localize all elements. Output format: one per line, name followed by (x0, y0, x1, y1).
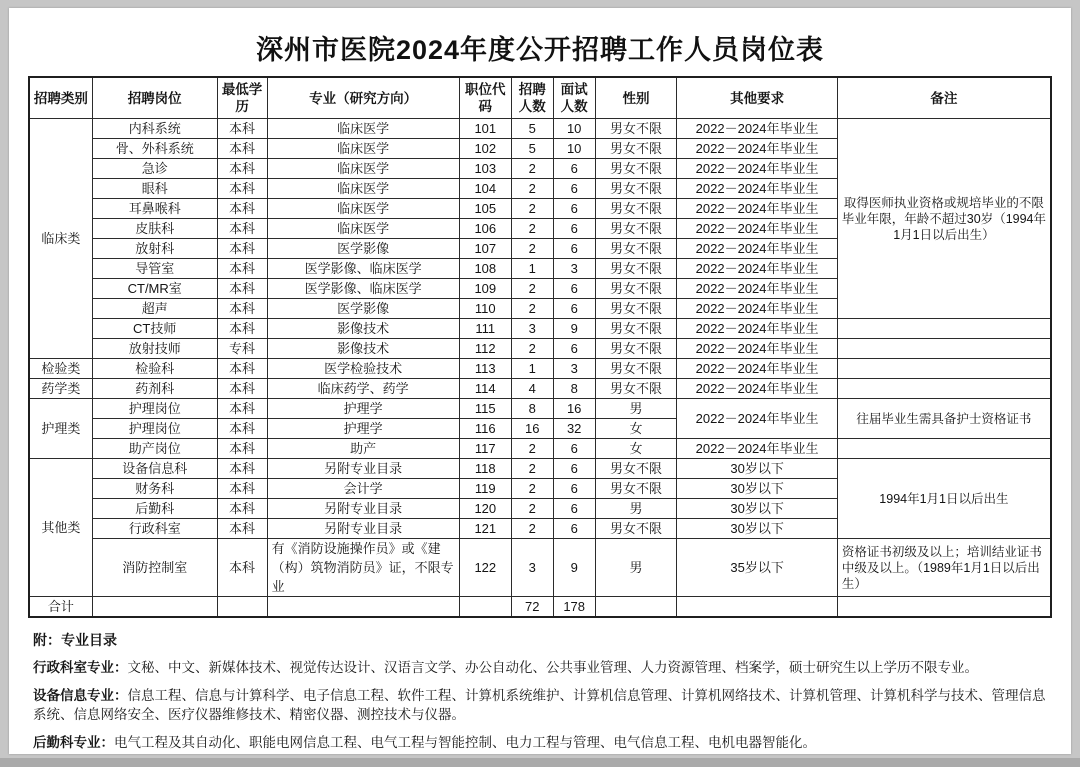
cell-recruits: 2 (511, 159, 553, 179)
table-head (29, 77, 1051, 119)
cell-code: 112 (459, 339, 511, 359)
cell-recruits: 2 (511, 279, 553, 299)
cell-position: 放射科 (92, 239, 217, 259)
cell-gender: 男女不限 (595, 319, 677, 339)
table-row (29, 459, 1051, 479)
column-header-recruits: 招聘人数 (511, 77, 553, 119)
cell-gender (595, 597, 677, 618)
table-row (29, 359, 1051, 379)
cell-major: 医学影像、临床医学 (267, 279, 459, 299)
cell-category: 护理类 (29, 399, 92, 459)
cell-education: 本科 (217, 199, 267, 219)
cell-education: 本科 (217, 219, 267, 239)
cell-code: 118 (459, 459, 511, 479)
cell-other: 2022－2024年毕业生 (677, 219, 837, 239)
cell-gender: 女 (595, 439, 677, 459)
cell-other: 30岁以下 (677, 479, 837, 499)
cell-recruits: 2 (511, 199, 553, 219)
cell-interview: 9 (553, 539, 595, 597)
cell-education: 本科 (217, 159, 267, 179)
cell-interview: 10 (553, 139, 595, 159)
cell-position: 放射技师 (92, 339, 217, 359)
cell-education: 本科 (217, 519, 267, 539)
cell-interview: 178 (553, 597, 595, 618)
cell-other: 2022－2024年毕业生 (677, 319, 837, 339)
cell-major (267, 597, 459, 618)
cell-code: 111 (459, 319, 511, 339)
cell-interview: 6 (553, 299, 595, 319)
cell-other: 30岁以下 (677, 459, 837, 479)
note-label: 后勤科专业： (33, 735, 114, 750)
cell-other: 2022－2024年毕业生 (677, 359, 837, 379)
cell-other: 30岁以下 (677, 499, 837, 519)
cell-code (459, 597, 511, 618)
cell-other: 2022－2024年毕业生 (677, 239, 837, 259)
cell-interview: 6 (553, 519, 595, 539)
table-body (29, 119, 1051, 618)
cell-other: 2022－2024年毕业生 (677, 139, 837, 159)
cell-gender: 男女不限 (595, 259, 677, 279)
cell-major: 护理学 (267, 419, 459, 439)
cell-code: 105 (459, 199, 511, 219)
cell-code: 117 (459, 439, 511, 459)
cell-other (677, 597, 837, 618)
column-header-category: 招聘类别 (29, 77, 92, 119)
cell-category: 合计 (29, 597, 92, 618)
cell-interview: 6 (553, 339, 595, 359)
cell-position: 财务科 (92, 479, 217, 499)
cell-remark (837, 379, 1051, 399)
cell-major: 另附专业目录 (267, 499, 459, 519)
cell-remark: 资格证书初级及以上；培训结业证书中级及以上。（1989年1月1日以后出生） (837, 539, 1051, 597)
table-row (29, 379, 1051, 399)
cell-education: 本科 (217, 459, 267, 479)
cell-gender: 男女不限 (595, 139, 677, 159)
cell-recruits: 2 (511, 439, 553, 459)
cell-recruits: 5 (511, 119, 553, 139)
cell-education: 本科 (217, 439, 267, 459)
cell-gender: 男女不限 (595, 339, 677, 359)
cell-interview: 6 (553, 499, 595, 519)
cell-major: 临床医学 (267, 159, 459, 179)
cell-education: 本科 (217, 539, 267, 597)
cell-education (217, 597, 267, 618)
note-text: 电气工程及其自动化、职能电网信息工程、电气工程与智能控制、电力工程与管理、电气信息工程、电机电器智能化。 (114, 735, 816, 750)
cell-recruits: 2 (511, 179, 553, 199)
cell-gender: 男女不限 (595, 219, 677, 239)
column-header-remark: 备注 (837, 77, 1051, 119)
cell-interview: 9 (553, 319, 595, 339)
cell-education: 本科 (217, 279, 267, 299)
cell-position (92, 597, 217, 618)
cell-major: 护理学 (267, 399, 459, 419)
cell-major: 临床医学 (267, 139, 459, 159)
cell-major: 临床医学 (267, 179, 459, 199)
cell-gender: 男女不限 (595, 199, 677, 219)
attachment-notes (9, 618, 1071, 752)
cell-education: 本科 (217, 479, 267, 499)
page-title: 深州市医院2024年度公开招聘工作人员岗位表 (255, 35, 825, 65)
cell-position: 助产岗位 (92, 439, 217, 459)
cell-category: 检验类 (29, 359, 92, 379)
cell-major: 医学影像、临床医学 (267, 259, 459, 279)
cell-recruits: 2 (511, 339, 553, 359)
table-row (29, 439, 1051, 459)
table-row (29, 119, 1051, 139)
cell-position: 药剂科 (92, 379, 217, 399)
cell-code: 101 (459, 119, 511, 139)
cell-position: 皮肤科 (92, 219, 217, 239)
cell-gender: 男女不限 (595, 479, 677, 499)
cell-major: 另附专业目录 (267, 519, 459, 539)
column-header-major: 专业（研究方向） (267, 77, 459, 119)
cell-other: 2022－2024年毕业生 (677, 199, 837, 219)
note-admin-majors (33, 658, 1047, 677)
cell-education: 本科 (217, 499, 267, 519)
cell-code: 119 (459, 479, 511, 499)
cell-recruits: 2 (511, 239, 553, 259)
cell-education: 本科 (217, 239, 267, 259)
table-row (29, 319, 1051, 339)
cell-interview: 32 (553, 419, 595, 439)
cell-education: 本科 (217, 379, 267, 399)
cell-other: 2022－2024年毕业生 (677, 179, 837, 199)
cell-remark (837, 319, 1051, 339)
cell-other: 2022－2024年毕业生 (677, 119, 837, 139)
table-row (29, 399, 1051, 419)
cell-interview: 6 (553, 239, 595, 259)
cell-position: 消防控制室 (92, 539, 217, 597)
cell-gender: 男 (595, 499, 677, 519)
cell-education: 本科 (217, 179, 267, 199)
cell-category: 临床类 (29, 119, 92, 359)
cell-position: 护理岗位 (92, 399, 217, 419)
cell-education: 本科 (217, 139, 267, 159)
note-text: 文秘、中文、新媒体技术、视觉传达设计、汉语言文学、办公自动化、公共事业管理、人力资源管理、档案学，硕士研究生以上学历不限专业。 (127, 660, 978, 675)
note-label: 设备信息专业： (33, 688, 128, 703)
cell-position: 骨、外科系统 (92, 139, 217, 159)
cell-position: 眼科 (92, 179, 217, 199)
cell-recruits: 8 (511, 399, 553, 419)
header-row (29, 77, 1051, 119)
cell-remark (837, 439, 1051, 459)
cell-interview: 6 (553, 279, 595, 299)
cell-gender: 男女不限 (595, 279, 677, 299)
cell-major: 另附专业目录 (267, 459, 459, 479)
cell-recruits: 1 (511, 259, 553, 279)
cell-code: 113 (459, 359, 511, 379)
cell-major: 医学影像 (267, 299, 459, 319)
cell-major: 临床药学、药学 (267, 379, 459, 399)
cell-recruits: 2 (511, 459, 553, 479)
cell-code: 114 (459, 379, 511, 399)
cell-major: 医学影像 (267, 239, 459, 259)
cell-interview: 6 (553, 199, 595, 219)
cell-remark (837, 359, 1051, 379)
cell-education: 本科 (217, 419, 267, 439)
cell-gender: 男女不限 (595, 119, 677, 139)
cell-remark (837, 339, 1051, 359)
cell-position: 护理岗位 (92, 419, 217, 439)
cell-category: 其他类 (29, 459, 92, 597)
cell-gender: 男女不限 (595, 359, 677, 379)
cell-code: 108 (459, 259, 511, 279)
cell-code: 121 (459, 519, 511, 539)
cell-interview: 6 (553, 479, 595, 499)
cell-major: 临床医学 (267, 199, 459, 219)
cell-gender: 男女不限 (595, 299, 677, 319)
cell-recruits: 2 (511, 499, 553, 519)
cell-remark (837, 597, 1051, 618)
cell-other: 2022－2024年毕业生 (677, 379, 837, 399)
cell-major: 有《消防设施操作员》或《建（构）筑物消防员》证，不限专业 (267, 539, 459, 597)
cell-position: 导管室 (92, 259, 217, 279)
cell-position: 设备信息科 (92, 459, 217, 479)
cell-other: 2022－2024年毕业生 (677, 399, 837, 439)
cell-recruits: 2 (511, 299, 553, 319)
cell-interview: 6 (553, 439, 595, 459)
cell-recruits: 4 (511, 379, 553, 399)
cell-education: 本科 (217, 119, 267, 139)
cell-gender: 男女不限 (595, 179, 677, 199)
cell-code: 107 (459, 239, 511, 259)
cell-gender: 男女不限 (595, 159, 677, 179)
document-page (9, 8, 1071, 754)
cell-major: 助产 (267, 439, 459, 459)
cell-position: CT/MR室 (92, 279, 217, 299)
cell-code: 103 (459, 159, 511, 179)
cell-position: 行政科室 (92, 519, 217, 539)
cell-major: 临床医学 (267, 219, 459, 239)
cell-remark: 1994年1月1日以后出生 (837, 459, 1051, 539)
cell-category: 药学类 (29, 379, 92, 399)
column-header-education: 最低学历 (217, 77, 267, 119)
cell-gender: 男女不限 (595, 379, 677, 399)
cell-education: 专科 (217, 339, 267, 359)
cell-position: CT技师 (92, 319, 217, 339)
cell-recruits: 1 (511, 359, 553, 379)
cell-gender: 女 (595, 419, 677, 439)
cell-position: 后勤科 (92, 499, 217, 519)
table-row (29, 539, 1051, 597)
cell-gender: 男女不限 (595, 459, 677, 479)
note-logistics-majors (33, 733, 1047, 752)
cell-recruits: 72 (511, 597, 553, 618)
cell-interview: 6 (553, 459, 595, 479)
cell-position: 检验科 (92, 359, 217, 379)
positions-table (28, 76, 1052, 618)
cell-gender: 男女不限 (595, 239, 677, 259)
cell-code: 109 (459, 279, 511, 299)
cell-interview: 6 (553, 179, 595, 199)
table-row (29, 597, 1051, 618)
column-header-code: 职位代码 (459, 77, 511, 119)
column-header-other: 其他要求 (677, 77, 837, 119)
cell-interview: 3 (553, 259, 595, 279)
column-header-gender: 性别 (595, 77, 677, 119)
cell-recruits: 5 (511, 139, 553, 159)
cell-gender: 男 (595, 539, 677, 597)
cell-remark: 取得医师执业资格或规培毕业的不限毕业年限，年龄不超过30岁（1994年1月1日以后出生） (837, 119, 1051, 319)
cell-interview: 6 (553, 219, 595, 239)
cell-education: 本科 (217, 359, 267, 379)
cell-code: 115 (459, 399, 511, 419)
cell-major: 医学检验技术 (267, 359, 459, 379)
cell-education: 本科 (217, 259, 267, 279)
cell-education: 本科 (217, 319, 267, 339)
cell-other: 35岁以下 (677, 539, 837, 597)
cell-code: 120 (459, 499, 511, 519)
cell-position: 内科系统 (92, 119, 217, 139)
cell-interview: 16 (553, 399, 595, 419)
cell-recruits: 2 (511, 519, 553, 539)
notes-heading: 附：专业目录 (33, 632, 117, 648)
cell-interview: 6 (553, 159, 595, 179)
cell-recruits: 3 (511, 539, 553, 597)
cell-other: 2022－2024年毕业生 (677, 159, 837, 179)
cell-education: 本科 (217, 399, 267, 419)
cell-code: 110 (459, 299, 511, 319)
note-label: 行政科室专业： (33, 660, 128, 675)
cell-recruits: 3 (511, 319, 553, 339)
cell-gender: 男女不限 (595, 519, 677, 539)
cell-other: 2022－2024年毕业生 (677, 299, 837, 319)
cell-code: 116 (459, 419, 511, 439)
cell-interview: 8 (553, 379, 595, 399)
cell-code: 104 (459, 179, 511, 199)
cell-recruits: 2 (511, 479, 553, 499)
table-row (29, 339, 1051, 359)
frame-bottom-edge (0, 758, 1080, 767)
column-header-position: 招聘岗位 (92, 77, 217, 119)
cell-code: 106 (459, 219, 511, 239)
cell-major: 影像技术 (267, 339, 459, 359)
cell-position: 急诊 (92, 159, 217, 179)
cell-recruits: 2 (511, 219, 553, 239)
cell-other: 2022－2024年毕业生 (677, 279, 837, 299)
cell-other: 30岁以下 (677, 519, 837, 539)
column-header-interview: 面试人数 (553, 77, 595, 119)
cell-code: 122 (459, 539, 511, 597)
note-text: 信息工程、信息与计算科学、电子信息工程、软件工程、计算机系统维护、计算机信息管理、计算机网络技术、计算机管理、计算机科学与技术、管理信息系统、信息网络安全、医疗仪器维修技术、精密仪器、测控技术与仪器。 (33, 688, 1046, 722)
cell-other: 2022－2024年毕业生 (677, 259, 837, 279)
cell-major: 影像技术 (267, 319, 459, 339)
cell-education: 本科 (217, 299, 267, 319)
cell-other: 2022－2024年毕业生 (677, 439, 837, 459)
cell-recruits: 16 (511, 419, 553, 439)
cell-gender: 男 (595, 399, 677, 419)
cell-position: 超声 (92, 299, 217, 319)
cell-position: 耳鼻喉科 (92, 199, 217, 219)
cell-interview: 3 (553, 359, 595, 379)
cell-other: 2022－2024年毕业生 (677, 339, 837, 359)
cell-interview: 10 (553, 119, 595, 139)
cell-code: 102 (459, 139, 511, 159)
note-equipment-info-majors (33, 686, 1047, 724)
cell-major: 临床医学 (267, 119, 459, 139)
cell-major: 会计学 (267, 479, 459, 499)
cell-remark: 往届毕业生需具备护士资格证书 (837, 399, 1051, 439)
